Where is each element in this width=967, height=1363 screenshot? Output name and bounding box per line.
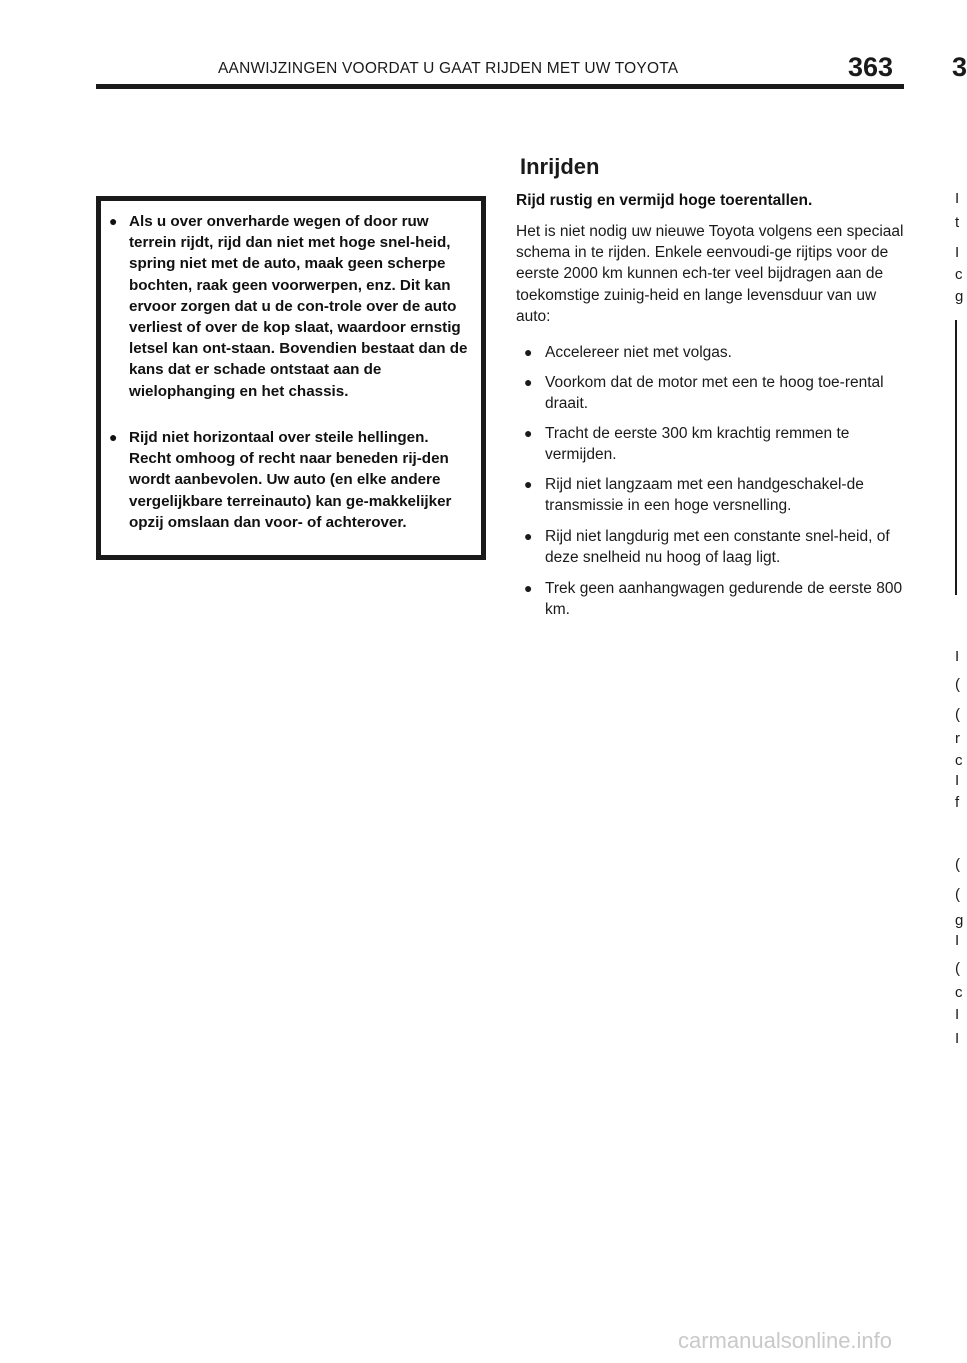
tip-item [524,474,904,516]
edge-char: ( [955,960,960,977]
bullet-icon: ● [109,213,118,229]
edge-char: g [955,288,964,305]
edge-char: ( [955,676,960,693]
bullet-icon: ● [524,528,533,544]
header-rule [96,84,904,89]
tip-item [524,423,904,465]
tip-item [524,578,904,620]
bullet-icon: ● [109,429,118,445]
edge-char: I [955,772,960,789]
edge-char: ( [955,856,960,873]
section-title: Inrijden [520,154,600,179]
edge-char: g [955,912,964,929]
page-number: 363 [848,52,894,82]
tip-text: Tracht de eerste 300 km krachtig remmen te vermijden. [545,425,850,464]
tip-item [524,372,904,414]
edge-char: c [955,266,963,283]
warning-item-text: Als u over onverharde wegen of door ruw terrein rijdt, rijd dan niet met hoge snel-heid, spring niet met de auto, maak geen scherpe bochten, raak geen voorwerpen, enz. Dit kan ervoor zorgen dat u de con-trole over de auto verliest of over de kop slaat, waardoor ernstig letsel kan ont-staan. Bovendien bestaat dan de kans dat er schade ontstaat aan de wielophanging en het chassis. [129,213,468,400]
edge-char: I [955,244,960,261]
watermark: carmanualsonline.info [678,1328,893,1353]
warning-box [96,196,486,560]
edge-char: I [955,190,960,207]
header-title: AANWIJZINGEN VOORDAT U GAAT RIJDEN MET UW TOYOTA [218,60,679,77]
warning-item [109,211,471,402]
tip-text: Accelereer niet met volgas. [545,344,732,361]
edge-char: ( [955,886,960,903]
bullet-icon: ● [524,344,533,360]
edge-header-mark: 3 [952,52,967,82]
edge-box-line [955,320,957,595]
bullet-icon: ● [524,580,533,596]
edge-char: c [955,752,963,769]
edge-char: ( [955,706,960,723]
edge-char: r [955,730,960,747]
tip-item [524,526,904,568]
section-subheading: Rijd rustig en vermijd hoge toerentallen. [516,192,813,209]
section-intro: Het is niet nodig uw nieuwe Toyota volgens een speciaal schema in te rijden. Enkele eenvoudi-ge rijtips voor de eerste 2000 km kunnen ech-ter veel bijdragen aan de toekomstige zuinig-heid en lange levensduur van uw auto: [516,223,904,325]
warning-item [109,427,471,533]
edge-char: f [955,794,960,811]
tip-item [524,342,904,363]
bullet-icon: ● [524,374,533,390]
edge-char: I [955,648,960,665]
tip-text: Rijd niet langdurig met een constante snel-heid, of deze snelheid nu hoog of laag ligt. [545,528,890,567]
warning-item-text: Rijd niet horizontaal over steile hellingen. Recht omhoog of recht naar beneden rij-den wordt aanbevolen. Uw auto (en elke andere vergelijkbare terreinauto) kan ge-makkelijker opzij omslaan dan voor- of achterover. [129,429,452,531]
bullet-icon: ● [524,476,533,492]
tip-text: Voorkom dat de motor met een te hoog toe-rental draait. [545,374,884,413]
edge-char: I [955,1006,960,1023]
edge-char: I [955,932,960,949]
bullet-icon: ● [524,425,533,441]
edge-char: c [955,984,963,1001]
tip-text: Rijd niet langzaam met een handgeschakel-de transmissie in een hoge versnelling. [545,476,864,515]
edge-char: t [955,214,960,231]
tip-text: Trek geen aanhangwagen gedurende de eerste 800 km. [545,580,903,619]
edge-char: I [955,1030,960,1047]
